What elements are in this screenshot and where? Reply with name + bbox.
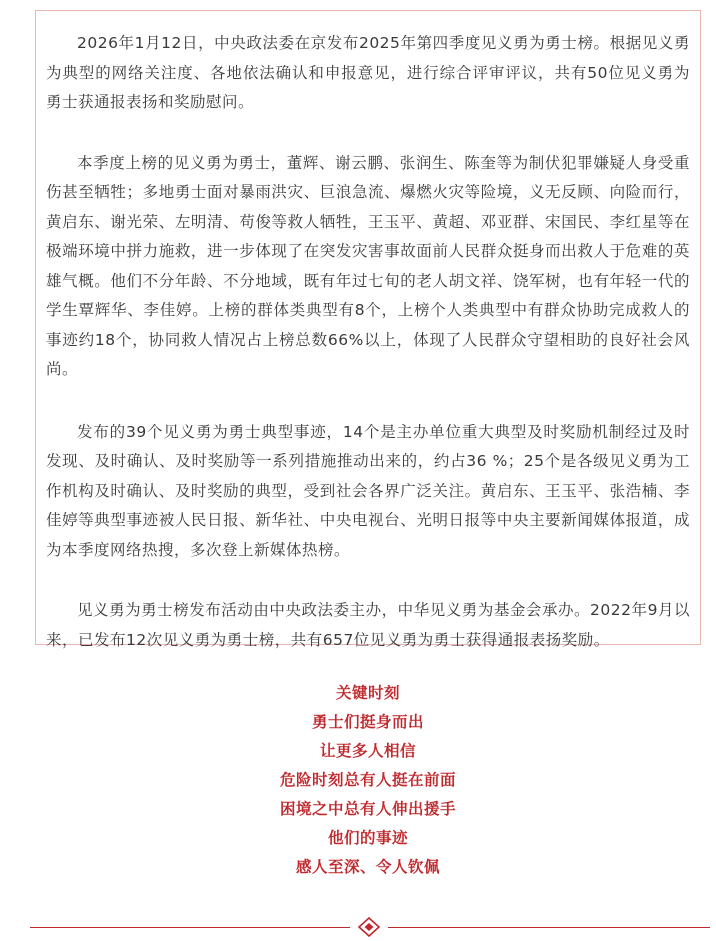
poem-line-1: 关键时刻: [335, 684, 400, 702]
article-paragraph-1: 2026年1月12日，中央政法委在京发布2025年第四季度见义勇为勇士榜。根据见义勇为典型的网络关注度、各地依法确认和申报意见，进行综合评审评议，共有50位见义勇为勇士获通报表扬和奖励慰问。: [46, 34, 690, 111]
divider-line-right: [388, 927, 710, 928]
poem-line-6: 他们的事迹: [327, 829, 408, 847]
poem-line-7: 感人至深、令人钦佩: [295, 858, 440, 876]
article-paragraph-2: 本季度上榜的见义勇为勇士，董辉、谢云鹏、张润生、陈奎等为制伏犯罪嫌疑人身受重伤甚至牺牲；多地勇士面对暴雨洪灾、巨浪急流、爆燃火灾等险境，义无反顾、向险而行，黄启东、谢光荣、左明清、苟俊等救人牺牲，王玉平、黄超、邓亚群、宋国民、李红星等在极端环境中拼力施救，进一步体现了在突发灾害事故面前人民群众挺身而出救人于危难的英雄气概。他们不分年龄、不分地域，既有年过七旬的老人胡文祥、饶军树，也有年轻一代的学生覃辉华、李佳婷。上榜的群体类典型有8个，上榜个人类典型中有群众协助完成救人的事迹约18个，协同救人情况占上榜总数66%以上，体现了人民群众守望相助的良好社会风尚。: [46, 153, 690, 378]
diamond-ornament-icon: [356, 917, 382, 937]
article-paragraph-3: 发布的39个见义勇为勇士典型事迹，14个是主办单位重大典型及时奖励机制经过及时发现、及时确认、及时奖励等一系列措施推动出来的，约占36 %；25个是各级见义勇为工作机构及时确认、及时奖励的典型，受到社会各界广泛关注。黄启东、王玉平、张浩楠、李佳婷等典型事迹被人民日报、新华社、中央电视台、光明日报等中央主要新闻媒体报道，成为本季度网络热搜，多次登上新媒体热榜。: [46, 422, 690, 559]
poem-line-2: 勇士们挺身而出: [311, 713, 424, 731]
article-paragraph-4: 见义勇为勇士榜发布活动由中央政法委主办，中华见义勇为基金会承办。2022年9月以来，已发布12次见义勇为勇士榜，共有657位见义勇为勇士获得通报表扬奖励。: [46, 601, 690, 649]
poem-line-3: 让更多人相信: [319, 742, 416, 760]
poem-line-5: 困境之中总有人伸出援手: [279, 800, 456, 818]
highlight-poem: [0, 679, 716, 882]
divider-line-left: [30, 927, 350, 928]
section-divider: [30, 927, 710, 941]
article-box: [35, 10, 701, 649]
poem-line-4: 危险时刻总有人挺在前面: [279, 771, 456, 789]
